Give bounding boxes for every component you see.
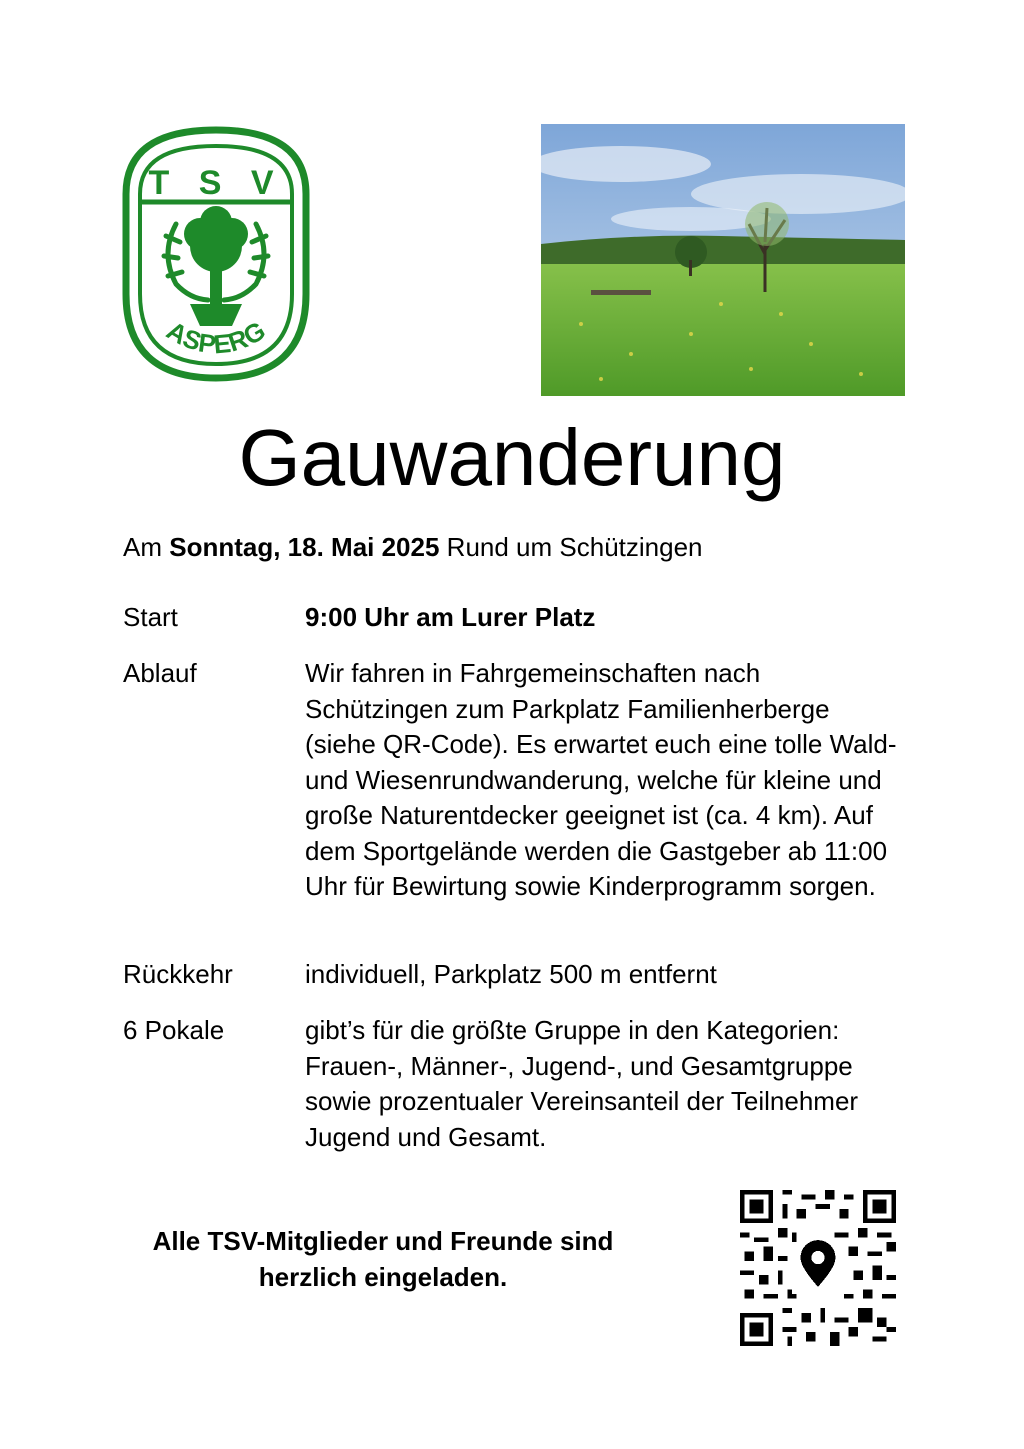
footer-line-1: Alle TSV-Mitglieder und Freunde sind [152, 1226, 614, 1256]
detail-value: individuell, Parkplatz 500 m entfernt [305, 959, 717, 989]
detail-label: Rückkehr [123, 959, 233, 989]
detail-value: gibt’s für die größte Gruppe in den Kategorien: Frauen-, Männer-, Jugend-, und Gesamtgruppe sowie prozentualer Vereinsanteil der Teilnehmer Jugend und Gesamt. [305, 1015, 859, 1152]
tree-icon [184, 206, 248, 326]
detail-value: 9:00 Uhr am Lurer Platz [305, 602, 596, 632]
detail-label: 6 Pokale [123, 1015, 225, 1045]
tsv-asperg-logo [120, 124, 312, 384]
logo-top-text: T S V [148, 164, 284, 202]
event-date: Sonntag, 18. Mai 2025 [169, 532, 440, 562]
logo-bottom-text: ASPERG [161, 314, 271, 360]
date-prefix: Am [123, 532, 170, 562]
event-date-line [123, 530, 703, 564]
detail-label: Ablauf [123, 658, 197, 688]
detail-label: Start [123, 602, 178, 632]
detail-value: Wir fahren in Fahrgemeinschaften nach Schützingen zum Parkplatz Familienherberge (siehe QR-Code). Es erwartet euch eine tolle Wald- und Wiesenrundwanderung, welche für kleine und große Naturentdecker geeignet ist (ca. 4 km). Auf dem Sportgelände werden die Gastgeber ab 11:00 Uhr für Bewirtung sowie Kinderprogramm sorgen. [305, 658, 897, 901]
meadow-landscape-photo [541, 124, 905, 396]
qr-code[interactable] [740, 1190, 896, 1346]
date-suffix: Rund um Schützingen [439, 532, 703, 562]
page-title: Gauwanderung [238, 413, 786, 502]
invitation-footer [123, 1223, 643, 1295]
footer-line-2: herzlich eingeladen. [258, 1262, 508, 1292]
